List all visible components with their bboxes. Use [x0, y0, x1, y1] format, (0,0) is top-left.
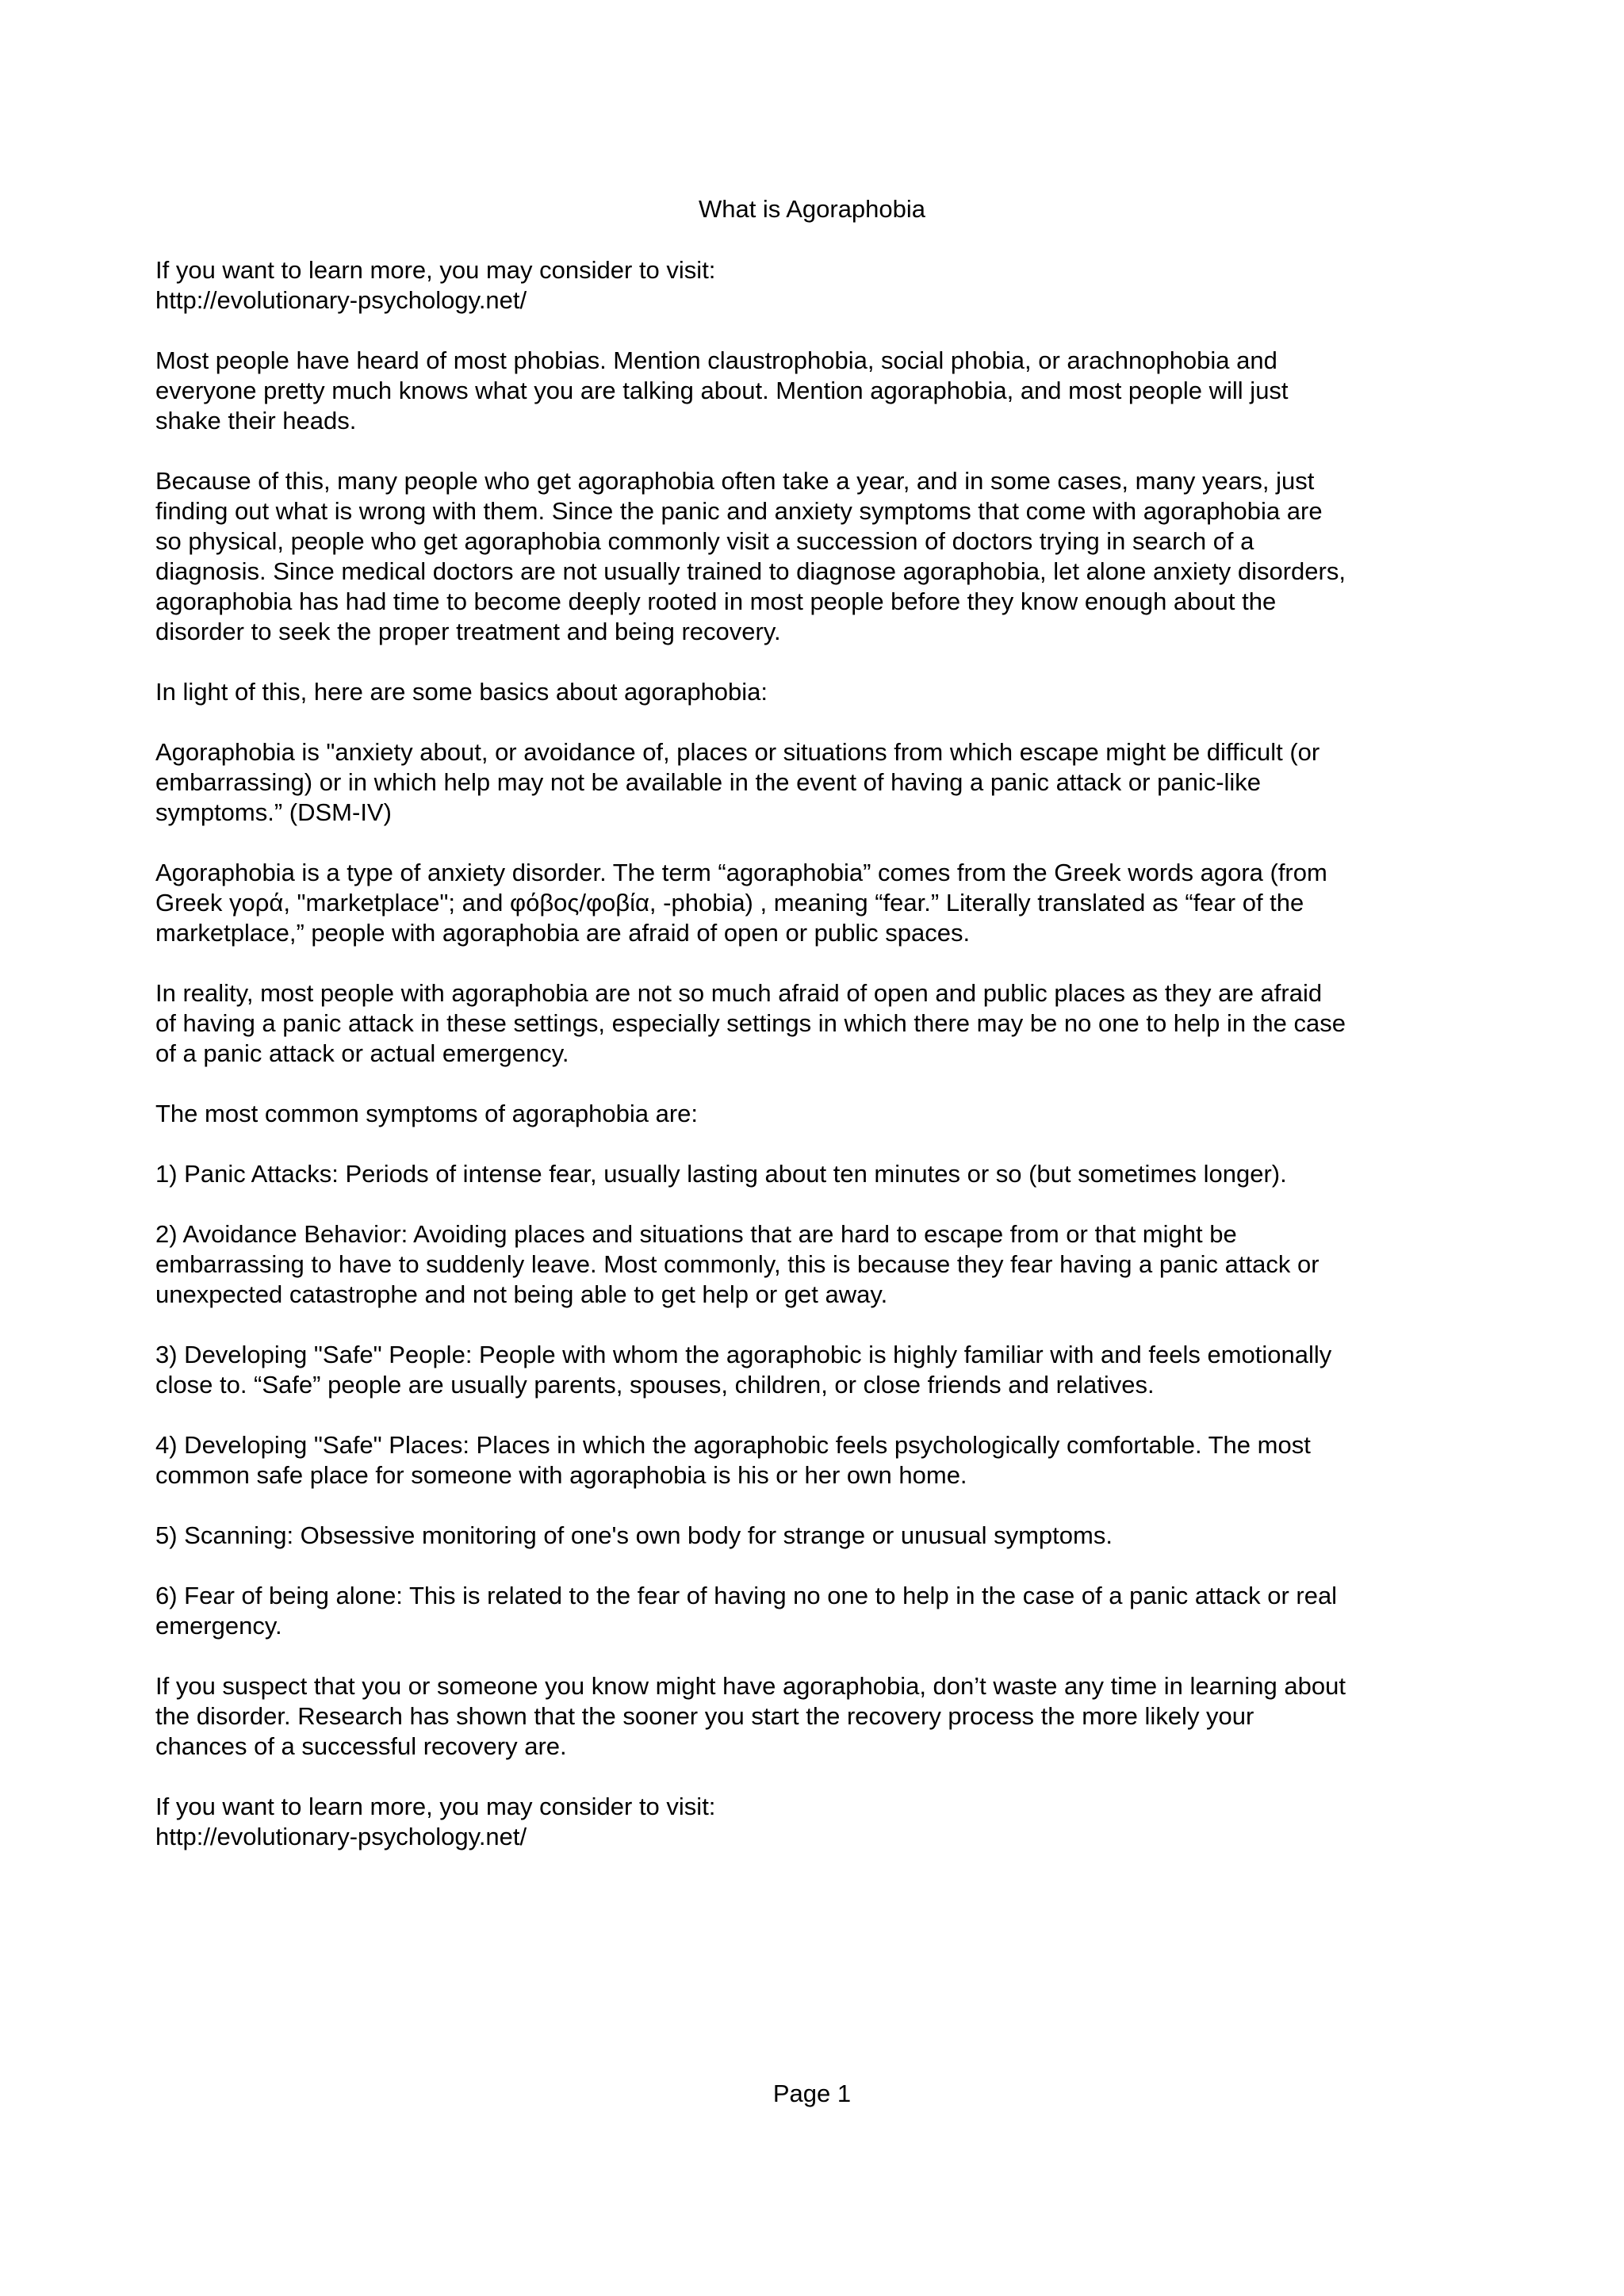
- paragraph-definition: Agoraphobia is "anxiety about, or avoidance of, places or situations from which escape might be difficult (or embarrassing) or in which help may not be available in the event of having a panic attack or panic-like symptoms.” (DSM-IV): [155, 738, 1320, 826]
- symptom-item-3: 3) Developing "Safe" People: People with whom the agoraphobic is highly familiar with and feels emotionally close to. “Safe” people are usually parents, spouses, children, or close friends and relatives.: [155, 1341, 1332, 1399]
- paragraph-basics-intro: In light of this, here are some basics about agoraphobia:: [155, 678, 768, 706]
- page-title: What is Agoraphobia: [698, 195, 926, 223]
- symptom-item-2: 2) Avoidance Behavior: Avoiding places and situations that are hard to escape from or that might be embarrassing to have to suddenly leave. Most commonly, this is because they fear having a panic attack or unexpected catastrophe and not being able to get help or get away.: [155, 1220, 1320, 1308]
- paragraph-etymology: Agoraphobia is a type of anxiety disorder. The term “agoraphobia” comes from the Greek words agora (from Greek γορά, "marketplace"; and φόβος/φοβία, -phobia) , meaning “fear.” Literally translated as “fear of the marketplace,” people with agoraphobia are afraid of open or public spaces.: [155, 859, 1327, 947]
- outro-visit-paragraph: If you want to learn more, you may consider to visit: http://evolutionary-psychology.net/: [155, 1793, 716, 1850]
- symptom-item-6: 6) Fear of being alone: This is related to the fear of having no one to help in the case of a panic attack or real emergency.: [155, 1582, 1338, 1640]
- paragraph-phobias: Most people have heard of most phobias. Mention claustrophobia, social phobia, or arachnophobia and everyone pretty much knows what you are talking about. Mention agoraphobia, and most people will just shake their heads.: [155, 346, 1289, 434]
- paragraph-advice: If you suspect that you or someone you know might have agoraphobia, don’t waste any time in learning about the disorder. Research has shown that the sooner you start the recovery process the more likely your chances of a successful recovery are.: [155, 1672, 1346, 1760]
- paragraph-symptoms-intro: The most common symptoms of agoraphobia are:: [155, 1100, 699, 1127]
- paragraph-diagnosis: Because of this, many people who get agoraphobia often take a year, and in some cases, many years, just finding out what is wrong with them. Since the panic and anxiety symptoms that come with agoraphobia are so physical, people who get agoraphobia commonly visit a succession of doctors trying in search of a diagnosis. Since medical doctors are not usually trained to diagnose agoraphobia, let alone anxiety disorders, agoraphobia has had time to become deeply rooted in most people before they know enough about the disorder to seek the proper treatment and being recovery.: [155, 467, 1346, 645]
- paragraph-reality: In reality, most people with agoraphobia are not so much afraid of open and public places as they are afraid of having a panic attack in these settings, especially settings in which there may be no one to help in the case of a panic attack or actual emergency.: [155, 979, 1346, 1067]
- symptom-item-4: 4) Developing "Safe" Places: Places in which the agoraphobic feels psychologically comfortable. The most common safe place for someone with agoraphobia is his or her own home.: [155, 1431, 1311, 1489]
- symptom-item-1: 1) Panic Attacks: Periods of intense fear, usually lasting about ten minutes or so (but sometimes longer).: [155, 1160, 1287, 1188]
- intro-visit-paragraph: If you want to learn more, you may consider to visit: http://evolutionary-psychology.net/: [155, 256, 716, 314]
- page-number: Page 1: [772, 2080, 852, 2107]
- symptom-item-5: 5) Scanning: Obsessive monitoring of one's own body for strange or unusual symptoms.: [155, 1521, 1113, 1549]
- document-body: [155, 255, 1503, 1882]
